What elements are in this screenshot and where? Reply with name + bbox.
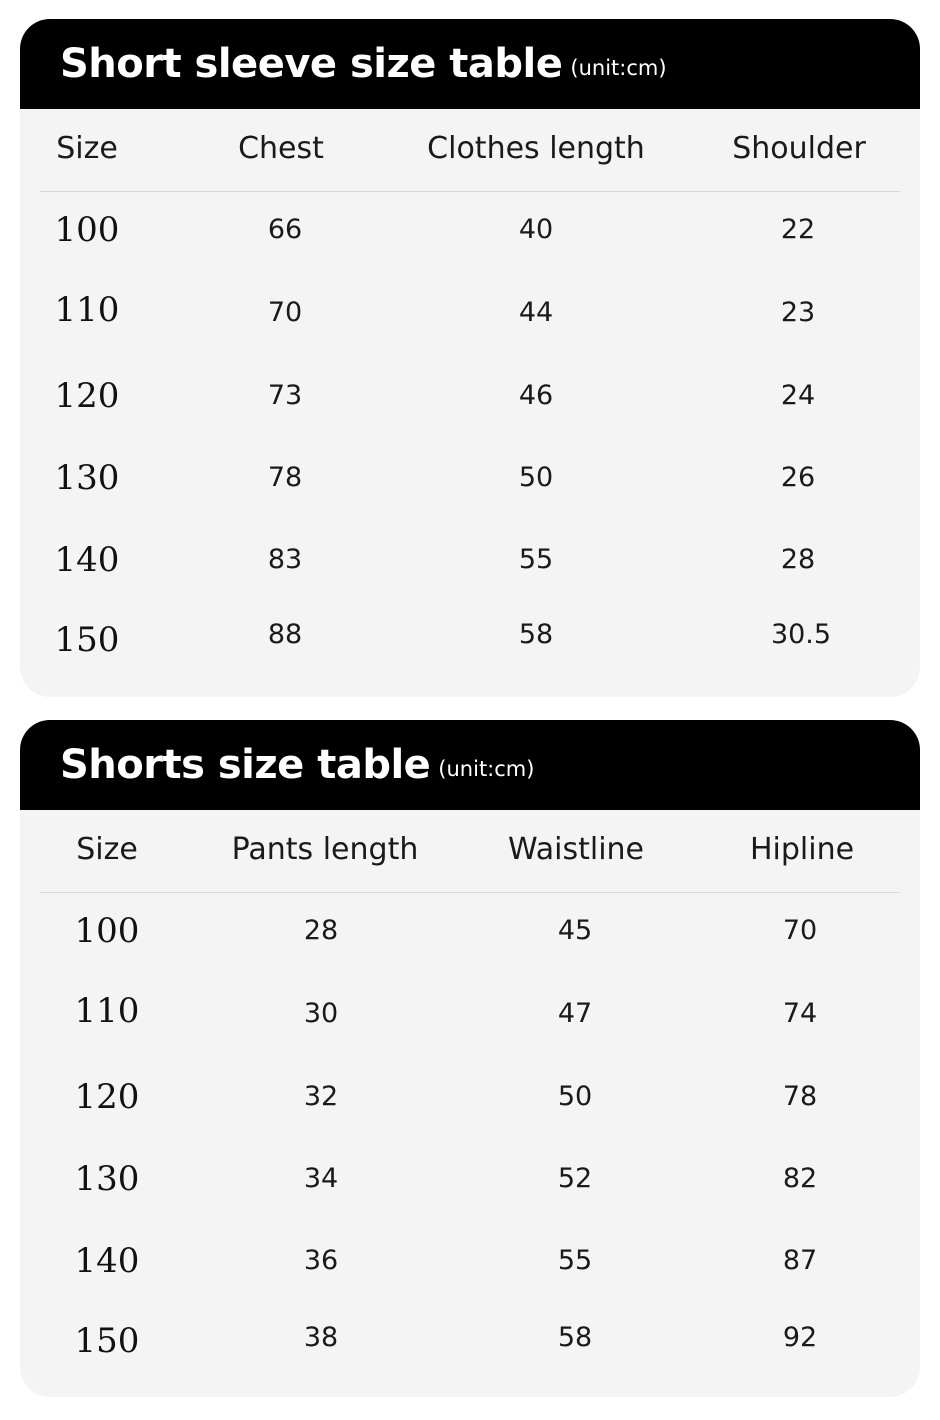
clothes-length-cell: 46 [518, 380, 554, 411]
pants-length-cell: 28 [303, 915, 339, 946]
pants-length-cell: 32 [303, 1081, 339, 1112]
size-cell: 130 [74, 1159, 140, 1199]
waistline-cell: 50 [557, 1081, 593, 1112]
size-cell: 110 [54, 290, 120, 330]
table-title: Shorts size table [60, 742, 431, 788]
waistline-cell: 45 [557, 915, 593, 946]
hipline-cell: 92 [782, 1322, 818, 1353]
shoulder-cell: 28 [780, 544, 816, 575]
short-sleeve-size-table [20, 19, 920, 697]
column-header-clothes-length: Clothes length [427, 131, 645, 166]
waistline-cell: 47 [557, 998, 593, 1029]
size-cell: 120 [74, 1077, 140, 1117]
column-header-pants-length: Pants length [231, 832, 419, 867]
hipline-cell: 87 [782, 1245, 818, 1276]
unit-label: (unit:cm) [570, 56, 667, 80]
hipline-cell: 78 [782, 1081, 818, 1112]
waistline-cell: 52 [557, 1163, 593, 1194]
shoulder-cell: 30.5 [770, 619, 832, 650]
unit-label: (unit:cm) [438, 757, 535, 781]
pants-length-cell: 30 [303, 998, 339, 1029]
table-title: Short sleeve size table [60, 41, 563, 87]
hipline-cell: 82 [782, 1163, 818, 1194]
chest-cell: 66 [267, 214, 303, 245]
table-header-bar [20, 19, 920, 109]
clothes-length-cell: 58 [518, 619, 554, 650]
shoulder-cell: 26 [780, 462, 816, 493]
shorts-size-table [20, 720, 920, 1397]
size-cell: 130 [54, 458, 120, 498]
size-cell: 120 [54, 376, 120, 416]
clothes-length-cell: 44 [518, 297, 554, 328]
table-header-bar [20, 720, 920, 810]
pants-length-cell: 38 [303, 1322, 339, 1353]
header-divider [40, 191, 900, 192]
column-header-shoulder: Shoulder [732, 131, 866, 166]
column-header-size: Size [76, 832, 138, 867]
header-divider [40, 892, 900, 893]
clothes-length-cell: 55 [518, 544, 554, 575]
chest-cell: 83 [267, 544, 303, 575]
clothes-length-cell: 50 [518, 462, 554, 493]
column-header-size: Size [56, 131, 118, 166]
size-cell: 110 [74, 991, 140, 1031]
shoulder-cell: 23 [780, 297, 816, 328]
waistline-cell: 58 [557, 1322, 593, 1353]
chest-cell: 70 [267, 297, 303, 328]
size-cell: 150 [54, 620, 120, 660]
size-cell: 100 [54, 210, 120, 250]
size-cell: 140 [74, 1241, 140, 1281]
chest-cell: 88 [267, 619, 303, 650]
size-cell: 150 [74, 1321, 140, 1361]
size-cell: 100 [74, 911, 140, 951]
size-cell: 140 [54, 540, 120, 580]
shoulder-cell: 22 [780, 214, 816, 245]
waistline-cell: 55 [557, 1245, 593, 1276]
shoulder-cell: 24 [780, 380, 816, 411]
chest-cell: 78 [267, 462, 303, 493]
hipline-cell: 74 [782, 998, 818, 1029]
column-header-waistline: Waistline [508, 832, 644, 867]
column-header-hipline: Hipline [749, 832, 855, 867]
column-header-chest: Chest [238, 131, 324, 166]
clothes-length-cell: 40 [518, 214, 554, 245]
chest-cell: 73 [267, 380, 303, 411]
pants-length-cell: 34 [303, 1163, 339, 1194]
pants-length-cell: 36 [303, 1245, 339, 1276]
hipline-cell: 70 [782, 915, 818, 946]
